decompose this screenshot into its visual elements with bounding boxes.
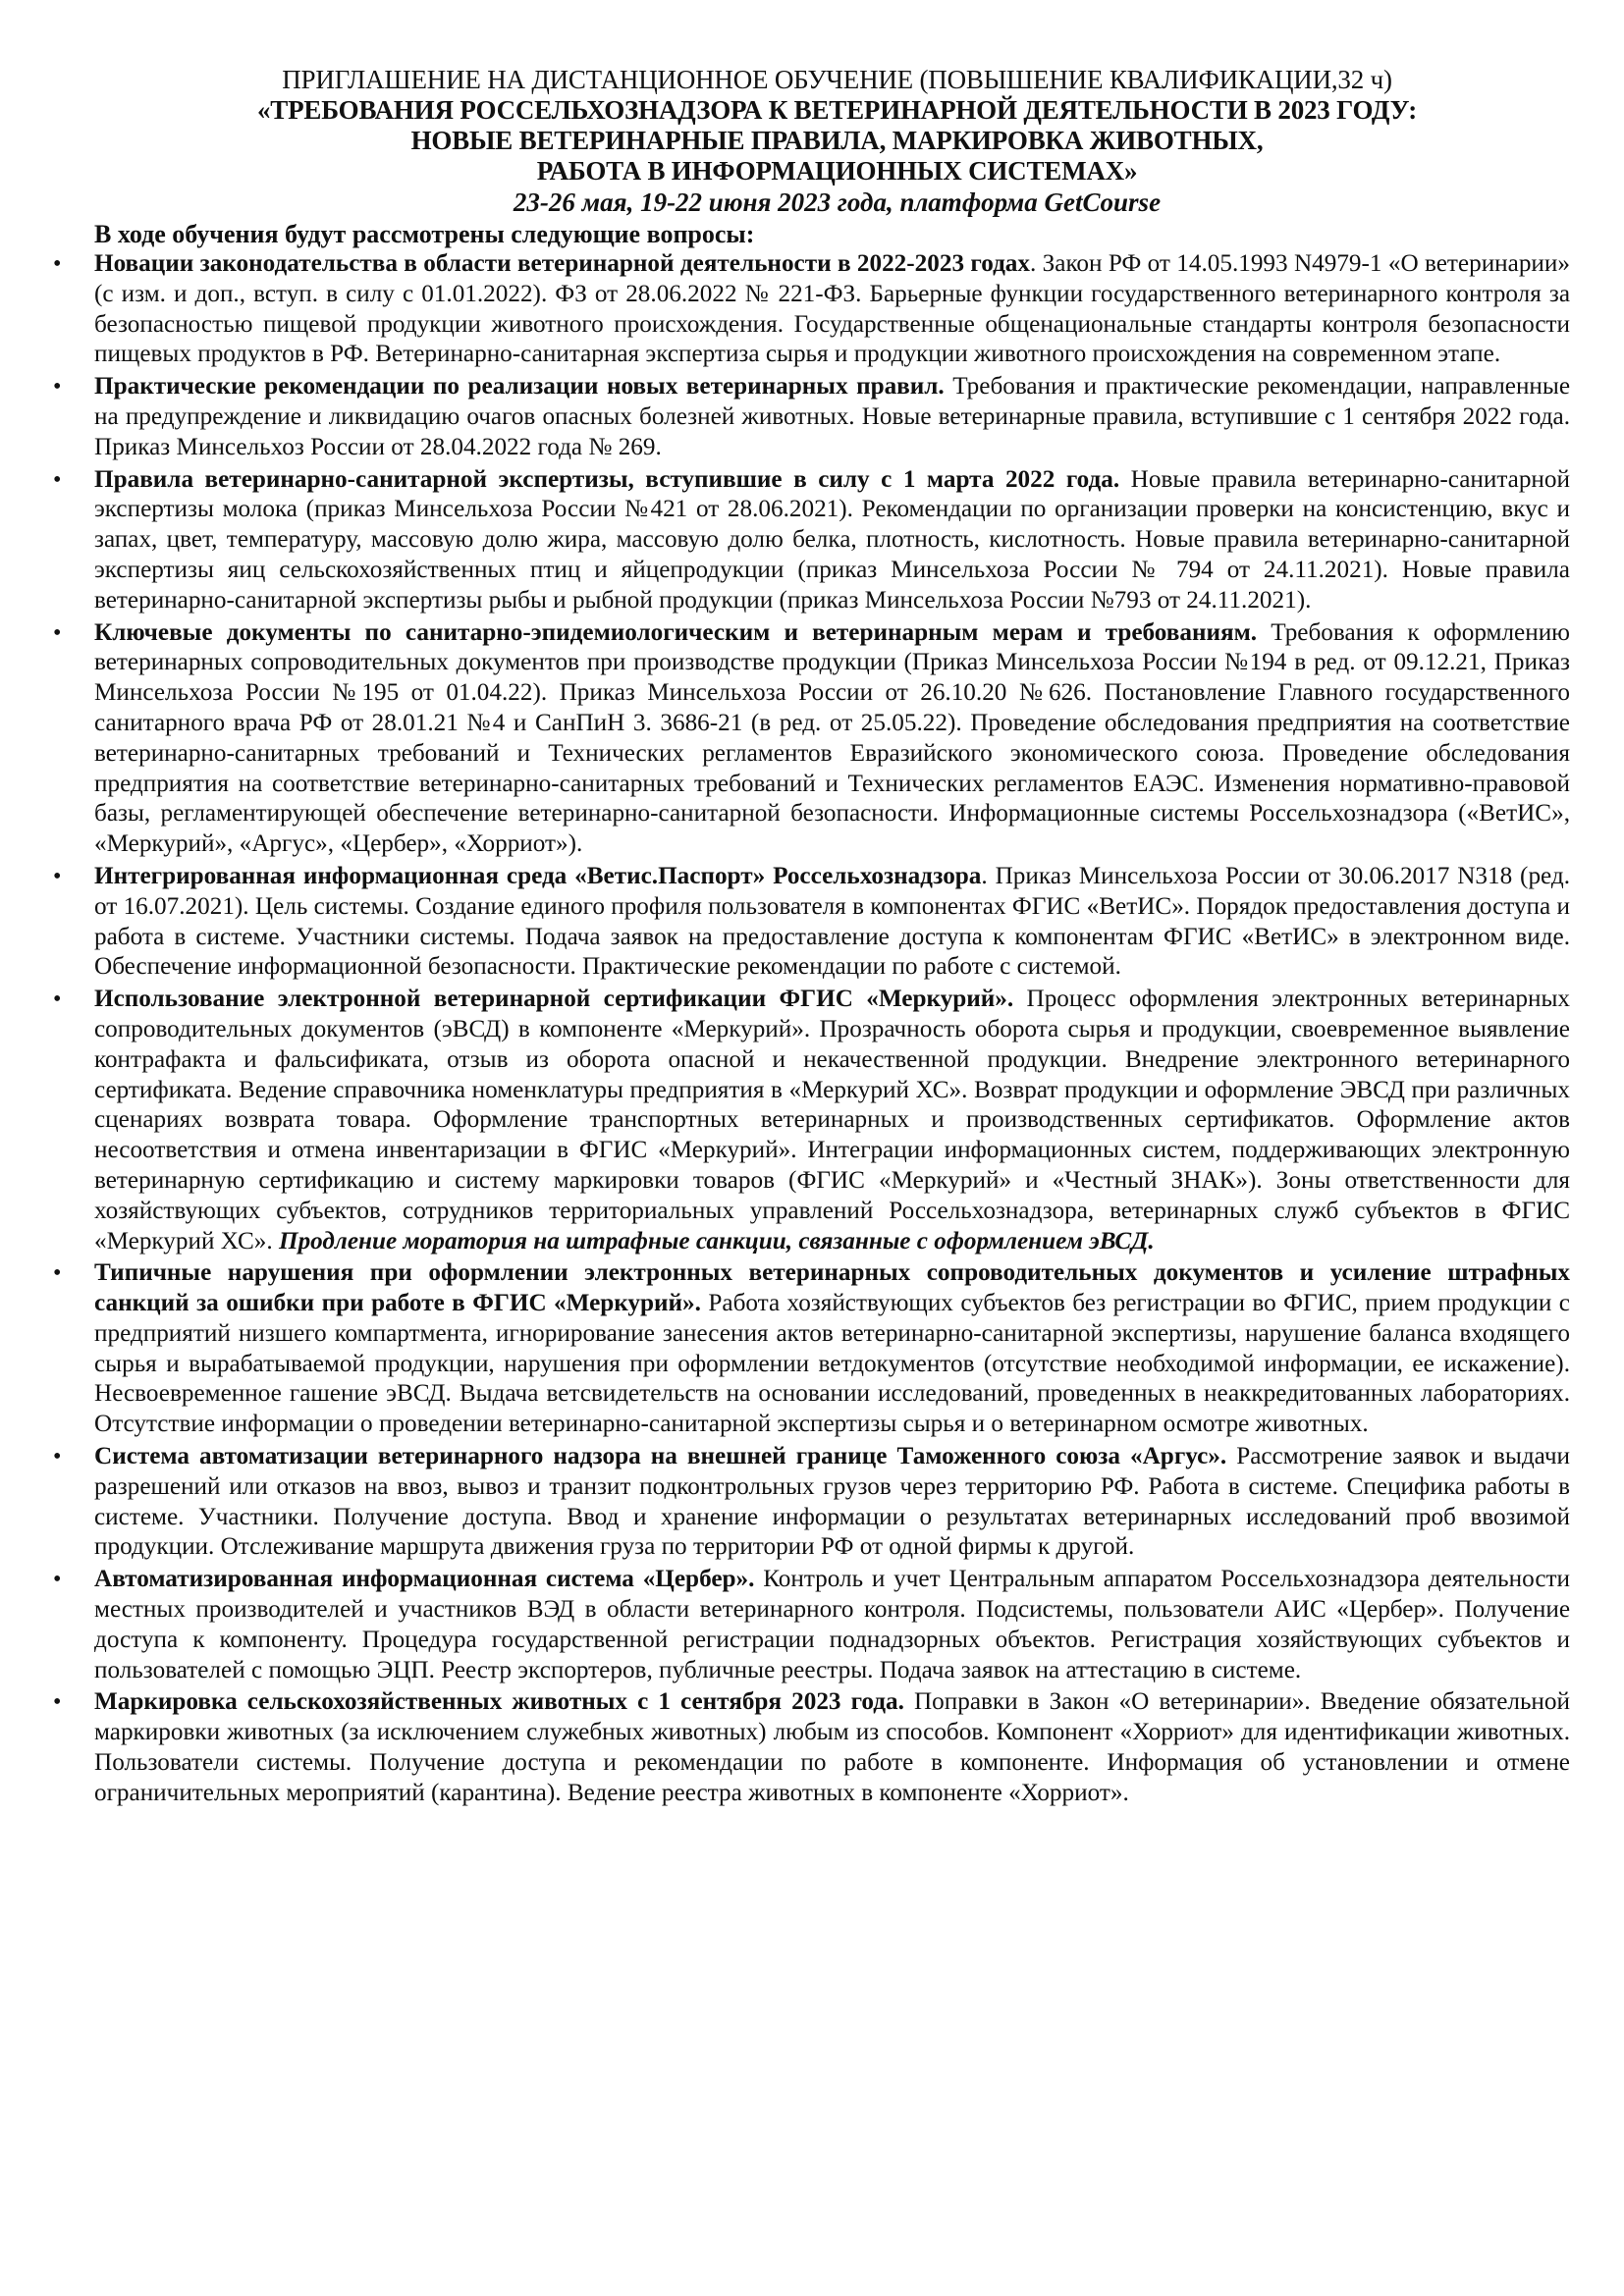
topic-lead: Автоматизированная информационная система «Цербер». [94, 1566, 755, 1593]
document-header [104, 65, 1570, 219]
topic-emphasis: Продление моратория на штрафные санкции, связанные с оформлением эВСД. [278, 1227, 1155, 1255]
bullet-icon: • [53, 374, 62, 400]
course-dates: 23-26 мая, 19-22 июня 2023 года, платформа GetCourse [513, 187, 1162, 217]
topic-lead: Маркировка сельскохозяйственных животных с 1 сентября 2023 года. [94, 1688, 904, 1716]
topic-lead: Практические рекомендации по реализации новых ветеринарных правил. [94, 373, 945, 400]
topic-lead: Ключевые документы по санитарно-эпидемиологическим и ветеринарным мерам и требованиям. [94, 618, 1258, 646]
topic-lead: Новации законодательства в области ветеринарной деятельности в 2022-2023 годах [94, 250, 1030, 277]
bullet-icon: • [53, 987, 62, 1013]
bullet-icon: • [53, 1260, 62, 1287]
topic-text: Новые правила ветеринарно-санитарной экспертизы молока (приказ Минсельхоза России №421 от 28.06.2021). Рекомендации по организации проверки на консистенцию, вкус и запах, цвет, температуру, массовую долю жира, массовую долю белка, плотность, кислотность. Новые правила ветеринарно-санитарной экспертизы яиц сельскохозяйственных птиц и яйцепродукции (приказ Минсельхоза России № 794 от 24.11.2021). Новые правила ветеринарно-санитарной экспертизы рыбы и рыбной продукции (приказ Минсельхоза России №793 от 24.11.2021). [94, 465, 1570, 614]
topic-text: Процесс оформления электронных ветеринарных сопроводительных документов (эВСД) в компоненте «Меркурий». Прозрачность оборота сырья и продукции, своевременное выявление контрафакта и фальсификата, отзыв из оборота опасной и некачественной продукции. Внедрение электронного ветеринарного сертификата. Ведение справочника номенклатуры предприятия в «Меркурий ХС». Возврат продукции и оформление ЭВСД при различных сценариях возврата товара. Оформление транспортных ветеринарных и производственных сертификатов. Оформление актов несоответствия и отмена инвентаризации в ФГИС «Меркурий». Интеграции информационных систем, поддерживающих электронную ветеринарную сертификацию и систему маркировки товаров (ФГИС «Меркурий» и «Честный ЗНАК»). Зоны ответственности для хозяйствующих субъектов, сотрудников территориальных управлений Россельхознадзора, ветеринарных служб субъектов в ФГИС «Меркурий ХС». [94, 986, 1570, 1255]
topic-item [53, 985, 1570, 1256]
topic-text: . Закон РФ от 14.05.1993 N4979-1 «О ветеринарии» (с изм. и доп., вступ. в силу с 01.01.2022). ФЗ от 28.06.2022 № 221-ФЗ. Барьерные функции государственного ветеринарного контроля за безопасностью пищевой продукции животного происхождения. Государственные общенациональные стандарты контроля безопасности пищевых продуктов в РФ. Ветеринарно-санитарная экспертиза сырья и продукции животного происхождения на современном этапе. [94, 250, 1570, 368]
bullet-icon: • [53, 1444, 62, 1470]
topic-item [53, 372, 1571, 462]
bullet-icon: • [53, 466, 62, 493]
topic-lead: Система автоматизации ветеринарного надзора на внешней границе Таможенного союза «Аргус». [94, 1443, 1227, 1470]
topic-item [53, 249, 1570, 370]
topic-item [53, 1442, 1570, 1563]
topic-item [53, 1258, 1570, 1440]
topic-lead: Типичные нарушения при оформлении электронных ветеринарных сопроводительных документов и усиление штрафных санкций за ошибки при работе в ФГИС «Меркурий». [94, 1259, 1570, 1317]
topic-list [53, 249, 1571, 1809]
topic-lead: Интегрированная информационная среда «Ветис.Паспорт» Россельхознадзора [94, 862, 982, 889]
bullet-icon: • [53, 1689, 62, 1716]
topic-text: Работа хозяйствующих субъектов без регистрации во ФГИС, прием продукции с предприятий низшего компартмента, игнорирование занесения актов ветеринарно-санитарной экспертизы, нарушение баланса входящего сырья и вырабатываемой продукции, нарушения при оформлении ветдокументов (отсутствие необходимой информации, ее искажение). Несвоевременное гашение эВСД. Выдача ветсвидетельств на основании исследований, проведенных в неаккредитованных лабораториях. Отсутствие информации о проведении ветеринарно-санитарной экспертизы сырья и о ветеринарном осмотре животных. [94, 1290, 1570, 1438]
topic-item [53, 1565, 1570, 1685]
bullet-icon: • [53, 619, 62, 646]
bullet-icon: • [53, 1567, 62, 1593]
topic-item [53, 1687, 1570, 1808]
course-title-line-1: «ТРЕБОВАНИЯ РОССЕЛЬХОЗНАДЗОРА К ВЕТЕРИНАРНОЙ ДЕЯТЕЛЬНОСТИ В 2023 ГОДУ: [256, 95, 1417, 125]
topic-item [53, 465, 1570, 616]
topic-text: Поправки в Закон «О ветеринарии». Введение обязательной маркировки животных (за исключением служебных животных) любым из способов. Компонент «Хорриот» для идентификации животных. Пользователи системы. Получение доступа и рекомендации по работе в компоненте. Информация об установлении и отмене ограничительных мероприятий (карантина). Ведение реестра животных в компоненте «Хорриот». [94, 1688, 1570, 1806]
course-title-line-3: РАБОТА В ИНФОРМАЦИОННЫХ СИСТЕМАХ» [536, 156, 1138, 186]
topic-text: Требования и практические рекомендации, направленные на предупреждение и ликвидацию очагов опасных болезней животных. Новые ветеринарные правила, вступившие с 1 сентября 2022 года. Приказ Минсельхоз России от 28.04.2022 года № 269. [94, 373, 1571, 460]
intro-heading: В ходе обучения будут рассмотрены следующие вопросы: [94, 220, 755, 248]
topic-item [53, 618, 1570, 860]
topic-text: Требования к оформлению ветеринарных сопроводительных документов при производстве продукции (Приказ Минсельхоза России №194 в ред. от 09.12.21, Приказ Минсельхоза России №195 от 01.04.22). Приказ Минсельхоза России от 26.10.20 №626. Постановление Главного государственного санитарного врача РФ от 28.01.21 №4 и СанПиН 3. 3686-21 (в ред. от 25.05.22). Проведение обследования предприятия на соответствие ветеринарно-санитарных требований и Технических регламентов Евразийского экономического союза. Проведение обследования предприятия на соответствие ветеринарно-санитарных требований и Технических регламентов ЕАЭС. Изменения нормативно-правовой базы, регламентирующей обеспечение ветеринарно-санитарной безопасности. Информационные системы Россельхознадзора («ВетИС», «Меркурий», «Аргус», «Цербер», «Хорриот»). [94, 618, 1570, 858]
invitation-title: ПРИГЛАШЕНИЕ НА ДИСТАНЦИОННОЕ ОБУЧЕНИЕ (ПОВЫШЕНИЕ КВАЛИФИКАЦИИ,32 ч) [282, 65, 1392, 94]
topic-text: Контроль и учет Центральным аппаратом Россельхознадзора деятельности местных производителей и участников ВЭД в области ветеринарного контроля. Подсистемы, пользователи АИС «Цербер». Получение доступа к компоненту. Процедура государственной регистрации поднадзорных объектов. Регистрация хозяйствующих субъектов и пользователей с помощью ЭЦП. Реестр экспортеров, публичные реестры. Подача заявок на аттестацию в системе. [94, 1566, 1570, 1683]
topic-item [53, 862, 1570, 983]
topic-text: . Приказ Минсельхоза России от 30.06.2017 N318 (ред. от 16.07.2021). Цель системы. Создание единого профиля пользователя в компонентах ФГИС «ВетИС». Порядок предоставления доступа и работа в системе. Участники системы. Подача заявок на предоставление доступа к компонентам ФГИС «ВетИС» в электронном виде. Обеспечение информационной безопасности. Практические рекомендации по работе с системой. [94, 862, 1570, 981]
bullet-icon: • [53, 251, 62, 277]
topic-lead: Использование электронной ветеринарной сертификации ФГИС «Меркурий». [94, 986, 1014, 1013]
bullet-icon: • [53, 863, 62, 889]
topic-lead: Правила ветеринарно-санитарной экспертизы, вступившие в силу с 1 марта 2022 года. [94, 465, 1120, 493]
course-title-line-2: НОВЫЕ ВЕТЕРИНАРНЫЕ ПРАВИЛА, МАРКИРОВКА ЖИВОТНЫХ, [410, 126, 1264, 155]
topic-text: Рассмотрение заявок и выдачи разрешений или отказов на ввоз, вывоз и транзит подконтрольных грузов через территорию РФ. Работа в системе. Специфика работы в системе. Участники. Получение доступа. Ввод и хранение информации о результатах ветеринарных исследований проб ввозимой продукции. Отслеживание маршрута движения груза по территории РФ от одной фирмы к другой. [94, 1443, 1570, 1561]
